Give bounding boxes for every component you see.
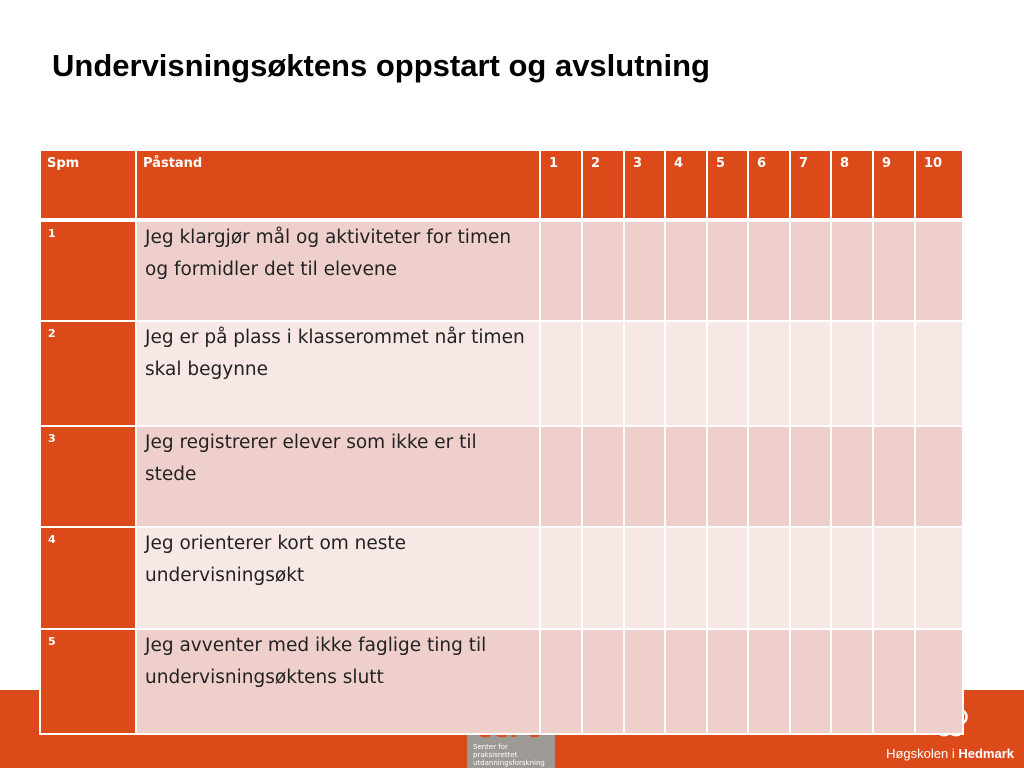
slide-title: Undervisningsøktens oppstart og avslutning <box>52 48 710 83</box>
score-cell-2[interactable] <box>582 527 624 629</box>
header-scale-8: 8 <box>831 150 873 220</box>
survey-table <box>39 149 964 735</box>
table-header-row <box>40 150 963 220</box>
header-scale-7: 7 <box>790 150 831 220</box>
score-cell-10[interactable] <box>915 426 963 527</box>
score-cell-5[interactable] <box>707 220 748 321</box>
score-cell-1[interactable] <box>540 527 582 629</box>
score-cell-7[interactable] <box>790 426 831 527</box>
row-number: 1 <box>40 220 136 321</box>
sepu-subtitle: Senter for praksisrettet utdanningsforskning <box>473 743 545 767</box>
score-cell-6[interactable] <box>748 527 790 629</box>
score-cell-7[interactable] <box>790 220 831 321</box>
score-cell-4[interactable] <box>665 629 707 734</box>
score-cell-6[interactable] <box>748 220 790 321</box>
score-cell-9[interactable] <box>873 527 915 629</box>
score-cell-5[interactable] <box>707 629 748 734</box>
score-cell-3[interactable] <box>624 527 665 629</box>
score-cell-4[interactable] <box>665 426 707 527</box>
table-row <box>40 321 963 426</box>
table-row <box>40 426 963 527</box>
row-statement: Jeg klargjør mål og aktiviteter for timen og formidler det til elevene <box>136 220 540 321</box>
table-row <box>40 527 963 629</box>
header-scale-6: 6 <box>748 150 790 220</box>
score-cell-2[interactable] <box>582 426 624 527</box>
institution-name: Høgskolen i Hedmark <box>886 746 1014 761</box>
score-cell-2[interactable] <box>582 220 624 321</box>
row-statement: Jeg avventer med ikke faglige ting til undervisningsøktens slutt <box>136 629 540 734</box>
score-cell-9[interactable] <box>873 629 915 734</box>
score-cell-9[interactable] <box>873 321 915 426</box>
header-scale-3: 3 <box>624 150 665 220</box>
score-cell-3[interactable] <box>624 220 665 321</box>
score-cell-5[interactable] <box>707 321 748 426</box>
score-cell-8[interactable] <box>831 527 873 629</box>
row-number: 3 <box>40 426 136 527</box>
score-cell-10[interactable] <box>915 527 963 629</box>
score-cell-6[interactable] <box>748 321 790 426</box>
score-cell-2[interactable] <box>582 321 624 426</box>
score-cell-1[interactable] <box>540 220 582 321</box>
score-cell-8[interactable] <box>831 220 873 321</box>
header-scale-1: 1 <box>540 150 582 220</box>
score-cell-8[interactable] <box>831 629 873 734</box>
header-scale-10: 10 <box>915 150 963 220</box>
score-cell-5[interactable] <box>707 426 748 527</box>
header-scale-9: 9 <box>873 150 915 220</box>
table-row <box>40 220 963 321</box>
score-cell-6[interactable] <box>748 426 790 527</box>
row-statement: Jeg er på plass i klasserommet når timen skal begynne <box>136 321 540 426</box>
score-cell-10[interactable] <box>915 321 963 426</box>
score-cell-4[interactable] <box>665 527 707 629</box>
score-cell-4[interactable] <box>665 321 707 426</box>
score-cell-9[interactable] <box>873 426 915 527</box>
row-number: 2 <box>40 321 136 426</box>
score-cell-3[interactable] <box>624 629 665 734</box>
score-cell-1[interactable] <box>540 321 582 426</box>
score-cell-7[interactable] <box>790 629 831 734</box>
score-cell-8[interactable] <box>831 321 873 426</box>
row-statement: Jeg registrerer elever som ikke er til stede <box>136 426 540 527</box>
score-cell-3[interactable] <box>624 321 665 426</box>
row-number: 5 <box>40 629 136 734</box>
header-scale-4: 4 <box>665 150 707 220</box>
score-cell-7[interactable] <box>790 321 831 426</box>
header-statement: Påstand <box>136 150 540 220</box>
header-scale-2: 2 <box>582 150 624 220</box>
score-cell-10[interactable] <box>915 629 963 734</box>
table-row <box>40 629 963 734</box>
score-cell-5[interactable] <box>707 527 748 629</box>
score-cell-1[interactable] <box>540 426 582 527</box>
score-cell-6[interactable] <box>748 629 790 734</box>
score-cell-2[interactable] <box>582 629 624 734</box>
header-spm: Spm <box>40 150 136 220</box>
score-cell-3[interactable] <box>624 426 665 527</box>
row-statement: Jeg orienterer kort om neste undervisningsøkt <box>136 527 540 629</box>
score-cell-7[interactable] <box>790 527 831 629</box>
score-cell-8[interactable] <box>831 426 873 527</box>
score-cell-4[interactable] <box>665 220 707 321</box>
score-cell-1[interactable] <box>540 629 582 734</box>
score-cell-9[interactable] <box>873 220 915 321</box>
row-number: 4 <box>40 527 136 629</box>
header-scale-5: 5 <box>707 150 748 220</box>
score-cell-10[interactable] <box>915 220 963 321</box>
